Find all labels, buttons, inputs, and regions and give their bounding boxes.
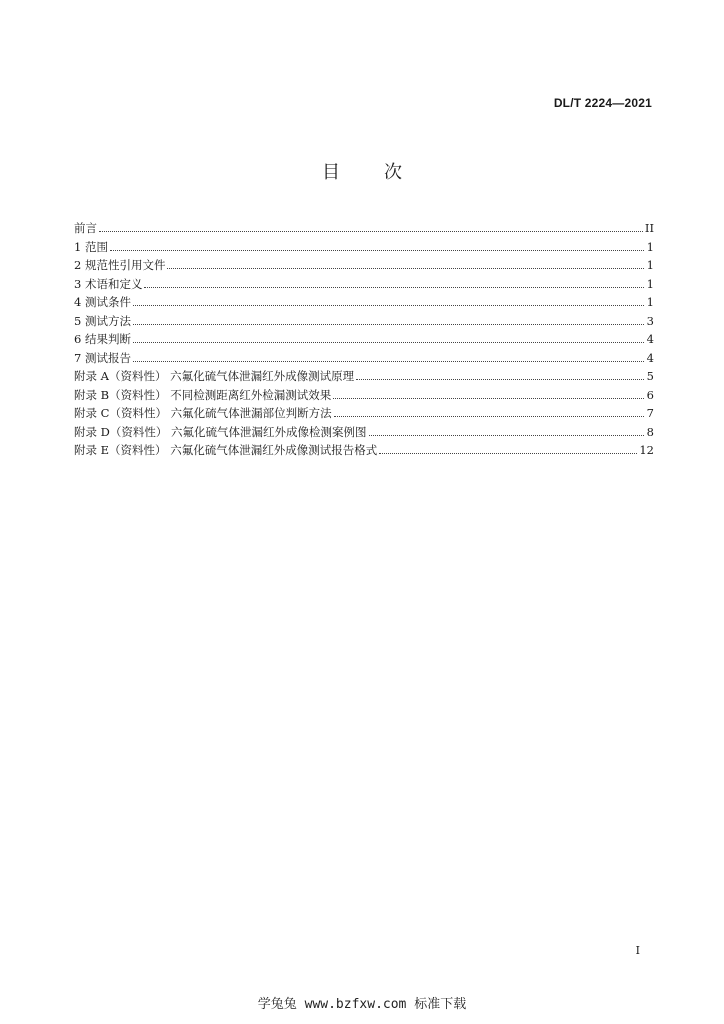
toc-entry-label: 前言 <box>74 221 97 235</box>
toc-entry-page: II <box>644 221 654 235</box>
toc-entry-label: 附录 B（资料性） 不同检测距离红外检漏测试效果 <box>74 387 332 402</box>
toc-entry-label: 附录 E（资料性） 六氟化硫气体泄漏红外成像测试报告格式 <box>74 443 378 457</box>
toc-entry-appendix-c[interactable] <box>74 404 654 423</box>
toc-entry-page: 12 <box>639 443 654 457</box>
table-of-contents <box>74 219 654 460</box>
toc-entry-result-judgment[interactable] <box>74 330 654 349</box>
toc-entry-label: 附录 C（资料性） 六氟化硫气体泄漏部位判断方法 <box>74 406 332 420</box>
toc-entry-label: 6 结果判断 <box>74 332 131 346</box>
toc-entry-page: 3 <box>646 313 654 328</box>
dot-leader <box>144 286 644 288</box>
dot-leader <box>334 415 644 417</box>
toc-entry-test-report[interactable] <box>74 349 654 368</box>
toc-entry-page: 7 <box>646 406 654 420</box>
dot-leader <box>110 249 644 251</box>
toc-entry-label: 1 范围 <box>74 239 108 254</box>
toc-entry-page: 1 <box>646 295 654 309</box>
toc-entry-terms-definitions[interactable] <box>74 275 654 294</box>
toc-entry-page: 1 <box>646 239 654 254</box>
toc-entry-page: 4 <box>646 350 654 365</box>
dot-leader <box>167 267 644 269</box>
dot-leader <box>356 378 644 380</box>
page-number: I <box>635 944 640 957</box>
toc-entry-page: 4 <box>646 332 654 346</box>
toc-entry-scope[interactable] <box>74 238 654 257</box>
toc-entry-page: 6 <box>646 387 654 402</box>
page-title: 目次 <box>322 162 446 183</box>
toc-entry-page: 8 <box>646 424 654 439</box>
dot-leader <box>133 341 644 343</box>
toc-entry-label: 5 测试方法 <box>74 313 131 328</box>
dot-leader <box>133 304 644 306</box>
toc-entry-label: 7 测试报告 <box>74 350 131 365</box>
dot-leader <box>133 360 644 362</box>
toc-entry-label: 附录 A（资料性） 六氟化硫气体泄漏红外成像测试原理 <box>74 369 355 383</box>
toc-entry-test-conditions[interactable] <box>74 293 654 312</box>
toc-entry-test-methods[interactable] <box>74 312 654 331</box>
toc-entry-foreword[interactable] <box>74 219 654 238</box>
dot-leader <box>333 397 644 399</box>
toc-entry-label: 3 术语和定义 <box>74 276 143 291</box>
standard-code: DL/T 2224—2021 <box>553 96 652 110</box>
dot-leader <box>133 323 644 325</box>
toc-entry-appendix-e[interactable] <box>74 441 654 460</box>
toc-entry-label: 附录 D（资料性） 六氟化硫气体泄漏红外成像检测案例图 <box>74 424 367 439</box>
toc-entry-appendix-a[interactable] <box>74 367 654 386</box>
toc-entry-appendix-d[interactable] <box>74 423 654 442</box>
toc-entry-label: 4 测试条件 <box>74 295 131 309</box>
toc-entry-page: 1 <box>646 276 654 291</box>
dot-leader <box>369 434 644 436</box>
toc-entry-appendix-b[interactable] <box>74 386 654 405</box>
footer-watermark: 学兔兔 www.bzfxw.com 标准下载 <box>257 997 467 1012</box>
toc-entry-label: 2 规范性引用文件 <box>74 258 166 272</box>
toc-entry-normative-references[interactable] <box>74 256 654 275</box>
toc-entry-page: 1 <box>646 258 654 272</box>
toc-entry-page: 5 <box>646 369 654 383</box>
dot-leader <box>99 230 643 232</box>
dot-leader <box>379 452 637 454</box>
